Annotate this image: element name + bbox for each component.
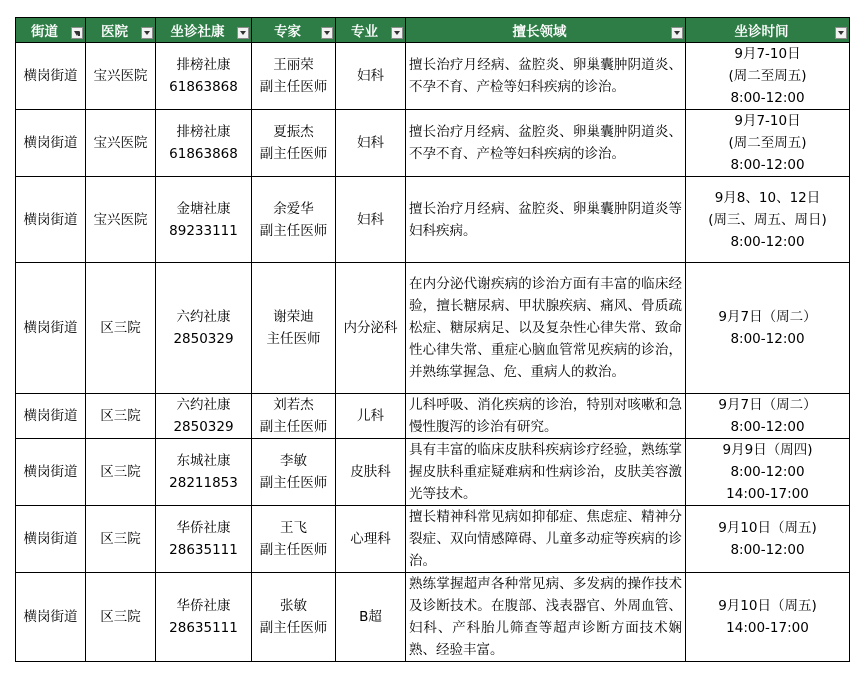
cell-expert-line: 副主任医师 <box>259 542 328 558</box>
header-label: 坐诊社康 <box>170 24 225 40</box>
cell-clinic-line: 排榜社康 <box>176 124 231 140</box>
cell-time-line: (周二至周五) <box>728 135 807 151</box>
cell-specialty[interactable]: 妇科 <box>336 43 406 110</box>
cell-expertise[interactable]: 擅长治疗月经病、盆腔炎、卵巢囊肿阴道炎、不孕不育、产检等妇科疾病的诊治。 <box>406 43 686 110</box>
cell-expert[interactable] <box>252 394 336 439</box>
cell-expert-line: 谢荣迪 <box>273 309 314 325</box>
cell-hospital[interactable]: 区三院 <box>86 439 156 506</box>
cell-time-line: 9月10日（周五) <box>718 520 817 536</box>
table-row <box>16 439 850 506</box>
cell-time-line: 9月7-10日 <box>734 46 801 62</box>
cell-time-line: 8:00-12:00 <box>730 464 805 480</box>
header-expert <box>252 18 336 43</box>
cell-clinic-line: 金塘社康 <box>176 200 231 217</box>
cell-expert-line: 副主任医师 <box>259 79 328 95</box>
cell-street[interactable]: 横岗街道 <box>16 110 86 177</box>
cell-street[interactable]: 横岗街道 <box>16 506 86 573</box>
cell-time-line: 9月7日（周二） <box>718 397 817 413</box>
cell-specialty[interactable]: 内分泌科 <box>336 263 406 394</box>
cell-expertise[interactable]: 在内分泌代谢疾病的诊治方面有丰富的临床经验，擅长糖尿病、甲状腺疾病、痛风、骨质疏松症、糖尿病足、以及复杂性心律失常、致命性心律失常、重症心脑血管常见疾病的诊治，并熟练掌握急、危、重病人的救治。 <box>406 263 686 394</box>
dropdown-arrow-icon[interactable] <box>321 27 333 39</box>
header-specialty <box>336 18 406 43</box>
header-label: 专家 <box>274 24 301 40</box>
cell-expertise[interactable]: 儿科呼吸、消化疾病的诊治，特别对咳嗽和急慢性腹泻的诊治有研究。 <box>406 394 686 439</box>
cell-expertise[interactable]: 擅长精神科常见病如抑郁症、焦虑症、精神分裂症、双向情感障碍、儿童多动症等疾病的诊治。 <box>406 506 686 573</box>
cell-time[interactable] <box>686 506 850 573</box>
table-row <box>16 110 850 177</box>
cell-expertise[interactable]: 具有丰富的临床皮肤科疾病诊疗经验，熟练掌握皮肤科重症疑难病和性病诊治，皮肤美容激光等技术。 <box>406 439 686 506</box>
cell-specialty[interactable]: B超 <box>336 573 406 662</box>
cell-expert[interactable] <box>252 110 336 177</box>
cell-time-line: 8:00-12:00 <box>730 90 805 106</box>
cell-time[interactable] <box>686 263 850 394</box>
header-clinic <box>156 18 252 43</box>
cell-time-line: 8:00-12:00 <box>730 157 805 173</box>
cell-time-line: 8:00-12:00 <box>730 331 805 347</box>
dropdown-arrow-icon[interactable] <box>237 27 249 39</box>
cell-clinic-line: 六约社康 <box>176 397 231 413</box>
cell-time-line: 14:00-17:00 <box>726 486 809 502</box>
table-row <box>16 43 850 110</box>
cell-expert[interactable] <box>252 439 336 506</box>
cell-expert-line: 副主任医师 <box>259 222 328 239</box>
cell-time-line: 14:00-17:00 <box>726 620 809 636</box>
filter-active-icon[interactable] <box>71 27 83 39</box>
cell-time-line: 8:00-12:00 <box>730 419 805 435</box>
cell-street[interactable]: 横岗街道 <box>16 394 86 439</box>
cell-clinic[interactable] <box>156 506 252 573</box>
header-label: 专业 <box>351 24 378 40</box>
cell-hospital[interactable]: 区三院 <box>86 263 156 394</box>
cell-street[interactable]: 横岗街道 <box>16 43 86 110</box>
dropdown-arrow-icon[interactable] <box>835 27 847 39</box>
dropdown-arrow-icon[interactable] <box>141 27 153 39</box>
cell-expertise[interactable]: 擅长治疗月经病、盆腔炎、卵巢囊肿阴道炎等妇科疾病。 <box>406 177 686 263</box>
cell-expert-line: 副主任医师 <box>259 620 328 636</box>
cell-expert-line: 主任医师 <box>266 331 321 347</box>
cell-expert-line: 李敏 <box>280 453 307 469</box>
header-label: 街道 <box>31 24 58 40</box>
cell-expert[interactable] <box>252 506 336 573</box>
cell-street[interactable]: 横岗街道 <box>16 573 86 662</box>
cell-clinic[interactable] <box>156 110 252 177</box>
header-time <box>686 18 850 43</box>
cell-hospital[interactable]: 区三院 <box>86 573 156 662</box>
cell-clinic[interactable] <box>156 43 252 110</box>
cell-street[interactable]: 横岗街道 <box>16 177 86 263</box>
cell-expert[interactable] <box>252 177 336 263</box>
cell-clinic-line: 华侨社康 <box>176 598 231 614</box>
cell-expert[interactable] <box>252 573 336 662</box>
cell-expert-line: 王丽荣 <box>273 57 314 73</box>
cell-clinic[interactable] <box>156 394 252 439</box>
cell-expert[interactable] <box>252 263 336 394</box>
cell-specialty[interactable]: 皮肤科 <box>336 439 406 506</box>
cell-time-line: (周三、周五、周日) <box>708 211 827 228</box>
cell-clinic[interactable] <box>156 263 252 394</box>
table-row <box>16 263 850 394</box>
cell-specialty[interactable]: 心理科 <box>336 506 406 573</box>
cell-clinic-line: 28211853 <box>169 475 238 491</box>
cell-expert-line: 副主任医师 <box>259 475 328 491</box>
cell-clinic-line: 东城社康 <box>176 453 231 469</box>
cell-street[interactable]: 横岗街道 <box>16 263 86 394</box>
schedule-table <box>15 17 850 662</box>
cell-time-line: 9月7日（周二） <box>718 309 817 325</box>
cell-clinic[interactable] <box>156 177 252 263</box>
cell-clinic-line: 89233111 <box>169 222 238 239</box>
cell-clinic-line: 排榜社康 <box>176 57 231 73</box>
cell-clinic[interactable] <box>156 573 252 662</box>
cell-street[interactable]: 横岗街道 <box>16 439 86 506</box>
header-expertise <box>406 18 686 43</box>
cell-time[interactable] <box>686 177 850 263</box>
cell-hospital[interactable]: 宝兴医院 <box>86 110 156 177</box>
cell-expert-line: 王飞 <box>280 520 307 536</box>
cell-clinic-line: 六约社康 <box>176 309 231 325</box>
table-row <box>16 177 850 263</box>
cell-specialty[interactable]: 儿科 <box>336 394 406 439</box>
cell-time[interactable] <box>686 439 850 506</box>
cell-clinic-line: 28635111 <box>169 620 238 636</box>
dropdown-arrow-icon[interactable] <box>391 27 403 39</box>
cell-expertise[interactable]: 熟练掌握超声各种常见病、多发病的操作技术及诊断技术。在腹部、浅表器官、外周血管、妇科、产科胎儿筛查等超声诊断方面技术娴熟、经验丰富。 <box>406 573 686 662</box>
header-label: 医院 <box>101 24 128 40</box>
cell-hospital[interactable]: 区三院 <box>86 394 156 439</box>
cell-time[interactable] <box>686 394 850 439</box>
cell-clinic-line: 61863868 <box>169 146 238 162</box>
cell-expert-line: 余爱华 <box>273 200 314 217</box>
cell-hospital[interactable]: 宝兴医院 <box>86 177 156 263</box>
cell-time-line: (周二至周五) <box>728 68 807 84</box>
cell-expert-line: 副主任医师 <box>259 146 328 162</box>
cell-time[interactable] <box>686 43 850 110</box>
cell-time-line: 9月9日（周四) <box>722 442 813 458</box>
table-body <box>16 43 850 662</box>
header-label: 擅长领域 <box>512 24 567 40</box>
dropdown-arrow-icon[interactable] <box>671 27 683 39</box>
cell-clinic-line: 2850329 <box>173 419 234 435</box>
cell-clinic-line: 2850329 <box>173 331 234 347</box>
cell-time-line: 9月10日（周五) <box>718 598 817 614</box>
header-street <box>16 18 86 43</box>
cell-specialty[interactable]: 妇科 <box>336 177 406 263</box>
table-row <box>16 573 850 662</box>
cell-expert-line: 张敏 <box>280 598 307 614</box>
header-label: 坐诊时间 <box>734 24 789 40</box>
cell-time[interactable] <box>686 573 850 662</box>
cell-clinic-line: 28635111 <box>169 542 238 558</box>
cell-hospital[interactable]: 区三院 <box>86 506 156 573</box>
header-row <box>16 18 850 43</box>
cell-time-line: 8:00-12:00 <box>730 233 805 250</box>
cell-hospital[interactable]: 宝兴医院 <box>86 43 156 110</box>
cell-expertise[interactable]: 擅长治疗月经病、盆腔炎、卵巢囊肿阴道炎、不孕不育、产检等妇科疾病的诊治。 <box>406 110 686 177</box>
cell-clinic-line: 61863868 <box>169 79 238 95</box>
header-hospital <box>86 18 156 43</box>
cell-time-line: 8:00-12:00 <box>730 542 805 558</box>
cell-expert[interactable] <box>252 43 336 110</box>
cell-clinic-line: 华侨社康 <box>176 520 231 536</box>
cell-clinic[interactable] <box>156 439 252 506</box>
cell-specialty[interactable]: 妇科 <box>336 110 406 177</box>
cell-expert-line: 夏振杰 <box>273 124 314 140</box>
table-row <box>16 506 850 573</box>
cell-expert-line: 刘若杰 <box>273 397 314 413</box>
cell-time[interactable] <box>686 110 850 177</box>
cell-time-line: 9月8、10、12日 <box>714 189 821 206</box>
cell-time-line: 9月7-10日 <box>734 113 801 129</box>
table-row <box>16 394 850 439</box>
cell-expert-line: 副主任医师 <box>259 419 328 435</box>
